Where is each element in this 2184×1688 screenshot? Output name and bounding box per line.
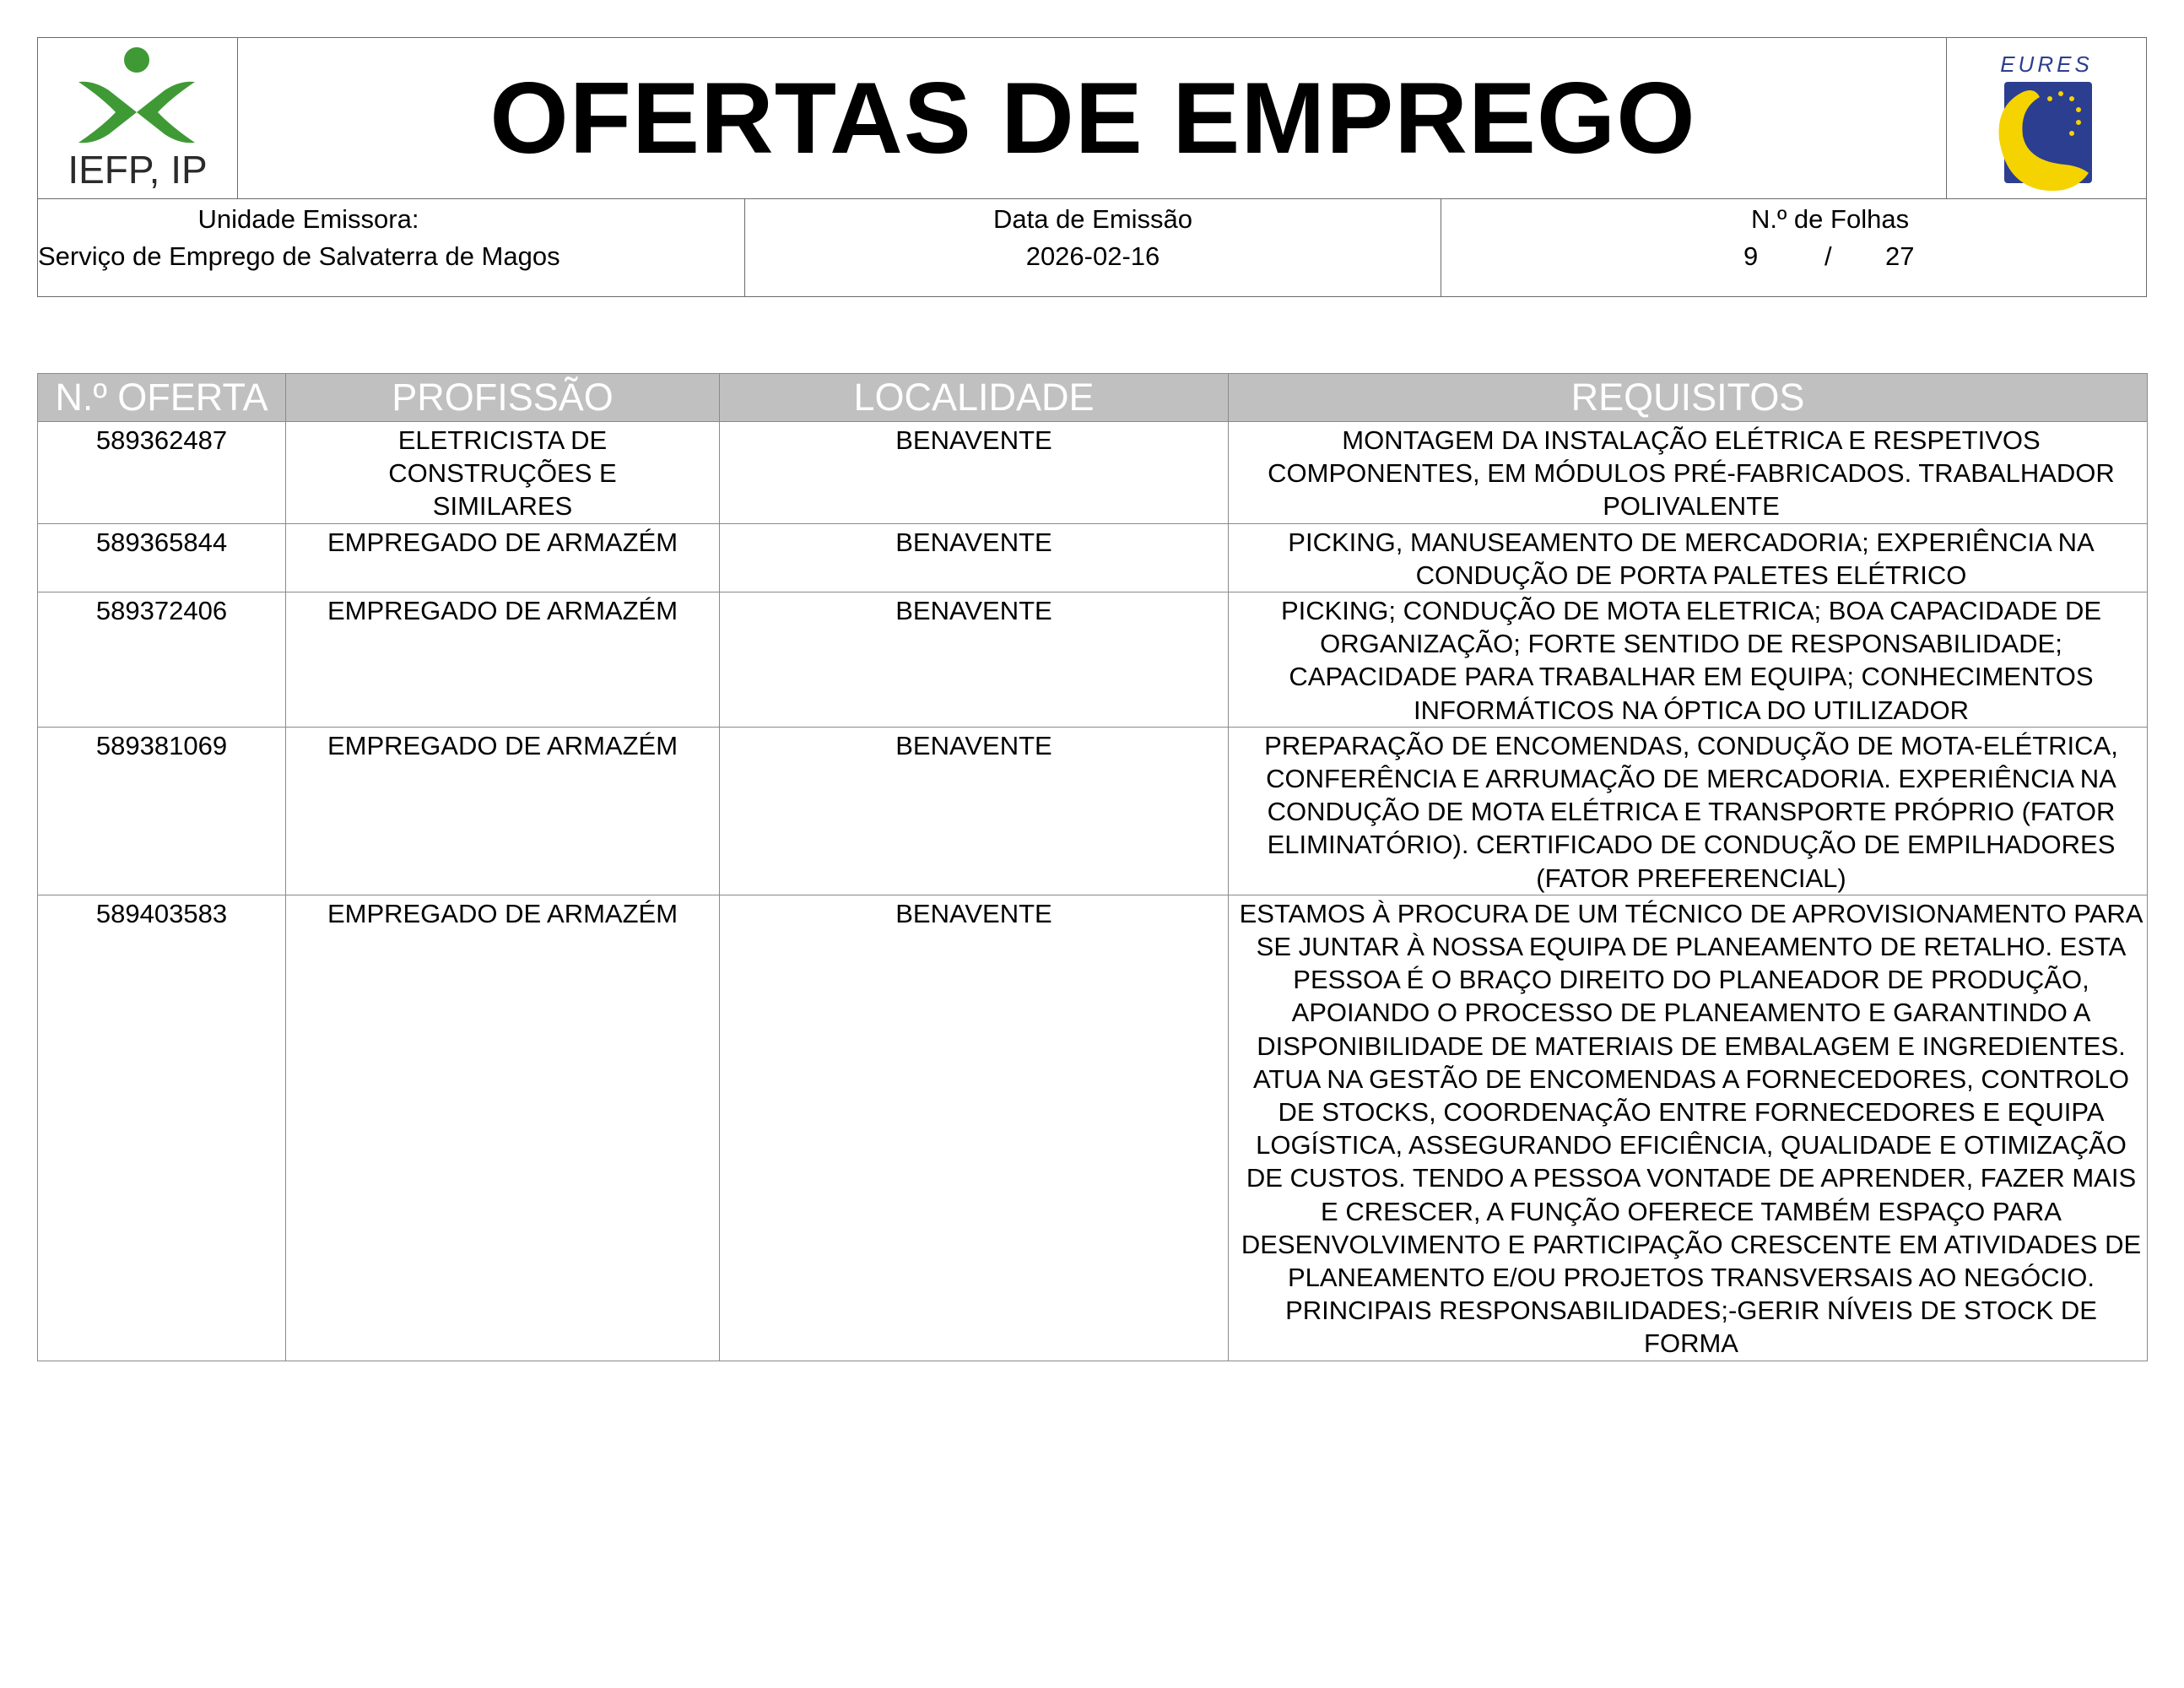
- table-header-row: [38, 374, 2148, 422]
- profession: [286, 422, 720, 524]
- location: BENAVENTE: [720, 523, 1229, 592]
- total-sheets: 27: [1885, 241, 1915, 271]
- issue-date-cell: [745, 199, 1441, 297]
- profession: EMPREGADO DE ARMAZÉM: [286, 592, 720, 728]
- requirements: PICKING, MANUSEAMENTO DE MERCADORIA; EXPERIÊNCIA NA CONDUÇÃO DE PORTA PALETES ELÉTRICO: [1229, 523, 2148, 592]
- issuing-unit-cell: [38, 199, 745, 297]
- location: BENAVENTE: [720, 592, 1229, 728]
- sheet-count-cell: [1441, 199, 2148, 297]
- eures-logo-icon: [1947, 38, 2145, 198]
- issuing-unit-label: Unidade Emissora:: [197, 204, 419, 234]
- table-row: [38, 895, 2148, 1361]
- eures-logo: [1946, 38, 2146, 198]
- column-header-location: LOCALIDADE: [720, 374, 1229, 422]
- profession: EMPREGADO DE ARMAZÉM: [286, 523, 720, 592]
- eures-logo-text: EURES: [2000, 51, 2093, 77]
- requirements: MONTAGEM DA INSTALAÇÃO ELÉTRICA E RESPETIVOS COMPONENTES, EM MÓDULOS PRÉ-FABRICADOS. TRABALHADOR POLIVALENTE: [1229, 422, 2148, 524]
- requirements: PREPARAÇÃO DE ENCOMENDAS, CONDUÇÃO DE MOTA-ELÉTRICA, CONFERÊNCIA E ARRUMAÇÃO DE MERCADORIA. EXPERIÊNCIA NA CONDUÇÃO DE MOTA ELÉTRICA E TRANSPORTE PRÓPRIO (FATOR ELIMINATÓRIO). CERTIFICADO DE CONDUÇÃO DE EMPILHADORES (FATOR PREFERENCIAL): [1229, 727, 2148, 895]
- column-header-offer-number: N.º OFERTA: [38, 374, 286, 422]
- job-offers-table: [37, 373, 2148, 1361]
- location: BENAVENTE: [720, 727, 1229, 895]
- sheet-separator: /: [1825, 241, 1832, 271]
- issuance-info: [38, 198, 2146, 297]
- profession-text: ELETRICISTA DE CONSTRUÇÕES E SIMILARES: [388, 425, 617, 522]
- offer-number: 589365844: [38, 523, 286, 592]
- column-header-profession: PROFISSÃO: [286, 374, 720, 422]
- column-header-requirements: REQUISITOS: [1229, 374, 2148, 422]
- document-header: [37, 37, 2147, 297]
- offer-number: 589362487: [38, 422, 286, 524]
- table-row: [38, 727, 2148, 895]
- table-row: [38, 592, 2148, 728]
- location: BENAVENTE: [720, 895, 1229, 1361]
- table-row: [38, 422, 2148, 524]
- offer-number: 589372406: [38, 592, 286, 728]
- sheet-count-label: N.º de Folhas: [1751, 204, 1910, 234]
- issue-date-value: 2026-02-16: [1025, 241, 1160, 271]
- offer-number: 589403583: [38, 895, 286, 1361]
- current-sheet: 9: [1743, 241, 1759, 271]
- issue-date-label: Data de Emissão: [992, 204, 1193, 234]
- requirements: PICKING; CONDUÇÃO DE MOTA ELETRICA; BOA CAPACIDADE DE ORGANIZAÇÃO; FORTE SENTIDO DE RESPONSABILIDADE; CAPACIDADE PARA TRABALHAR EM EQUIPA; CONHECIMENTOS INFORMÁTICOS NA ÓPTICA DO UTILIZADOR: [1229, 592, 2148, 728]
- iefp-logo-text: IEFP, IP: [68, 148, 208, 192]
- issuing-unit-value: Serviço de Emprego de Salvaterra de Magos: [38, 241, 560, 271]
- page-title: OFERTAS DE EMPREGO: [489, 62, 1696, 175]
- profession: EMPREGADO DE ARMAZÉM: [286, 895, 720, 1361]
- offer-number: 589381069: [38, 727, 286, 895]
- table-row: [38, 523, 2148, 592]
- iefp-logo-icon: [38, 38, 236, 198]
- requirements: ESTAMOS À PROCURA DE UM TÉCNICO DE APROVISIONAMENTO PARA SE JUNTAR À NOSSA EQUIPA DE PLANEAMENTO DE RETALHO. ESTA PESSOA É O BRAÇO DIREITO DO PLANEADOR DE PRODUÇÃO, APOIANDO O PROCESSO DE PLANEAMENTO E GARANTINDO A DISPONIBILIDADE DE MATERIAIS DE EMBALAGEM E INGREDIENTES. ATUA NA GESTÃO DE ENCOMENDAS A FORNECEDORES, CONTROLO DE STOCKS, COORDENAÇÃO ENTRE FORNECEDORES E EQUIPA LOGÍSTICA, ASSEGURANDO EFICIÊNCIA, QUALIDADE E OTIMIZAÇÃO DE CUSTOS. TENDO A PESSOA VONTADE DE APRENDER, FAZER MAIS E CRESCER, A FUNÇÃO OFERECE TAMBÉM ESPAÇO PARA DESENVOLVIMENTO E PARTICIPAÇÃO CRESCENTE EM ATIVIDADES DE PLANEAMENTO E/OU PROJETOS TRANSVERSAIS AO NEGÓCIO. PRINCIPAIS RESPONSABILIDADES;-GERIR NÍVEIS DE STOCK DE FORMA: [1229, 895, 2148, 1361]
- iefp-logo: [38, 38, 238, 198]
- profession: EMPREGADO DE ARMAZÉM: [286, 727, 720, 895]
- location: BENAVENTE: [720, 422, 1229, 524]
